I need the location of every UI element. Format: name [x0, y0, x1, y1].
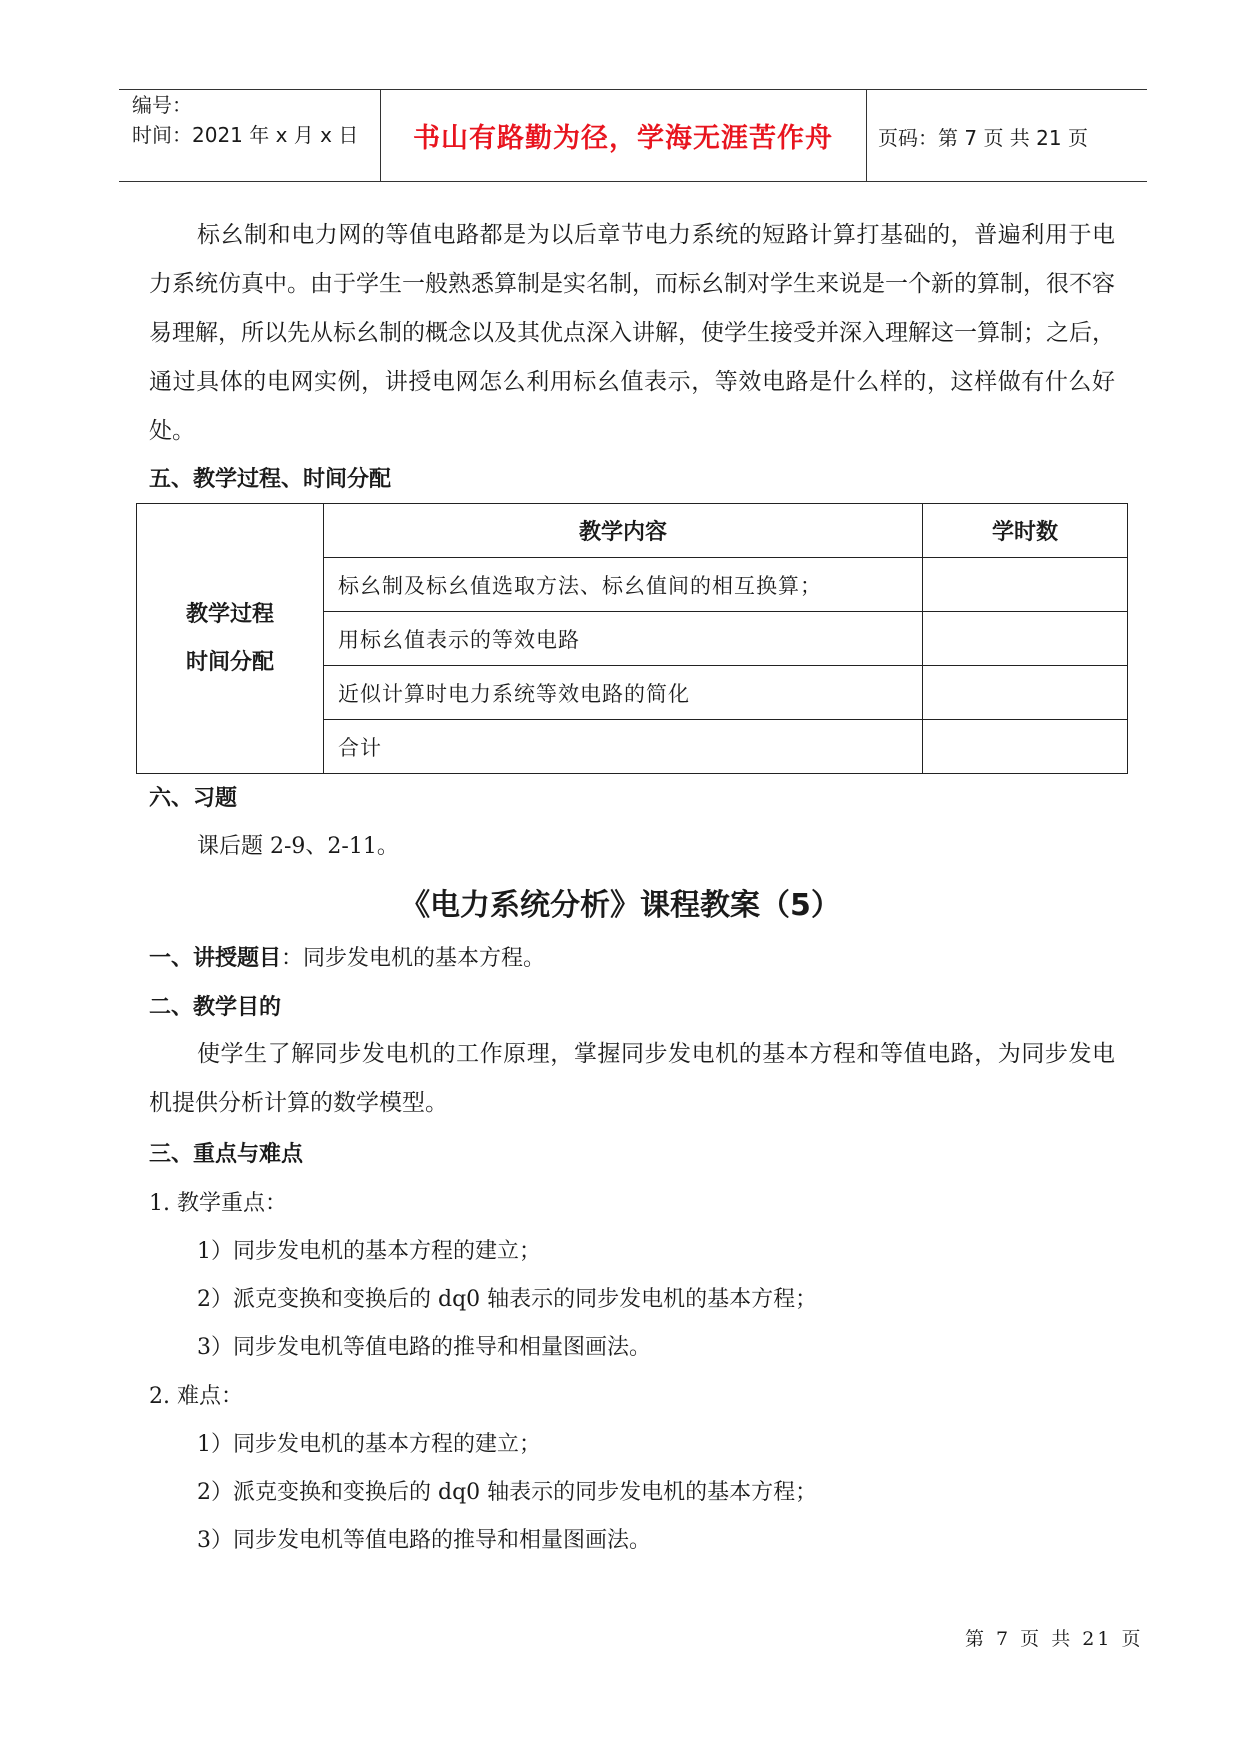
topic-label: 一、讲授题目	[149, 946, 282, 971]
key-points-label: 1. 教学重点：	[149, 1191, 287, 1216]
row-header-line-1: 教学过程	[185, 601, 274, 627]
table-cell-hours	[923, 558, 1128, 612]
difficulty-item: 2）派克变换和变换后的 dq0 轴表示的同步发电机的基本方程；	[197, 1480, 818, 1505]
intro-paragraph: 标幺制和电力网的等值电路都是为以后章节电力系统的短路计算打基础的，普遍利用于电力系统仿真中。由于学生一般熟悉算制是实名制，而标幺制对学生来说是一个新的算制，很不容易理解，所以先从标幺制的概念以及其优点深入讲解，使学生接受并深入理解这一算制；之后，通过具体的电网实例，讲授电网怎么利用标幺值表示，等效电路是什么样的，这样做有什么好处。	[149, 222, 1115, 444]
section-6-heading: 六、习题	[149, 786, 238, 811]
header-meta	[132, 90, 358, 150]
difficulties-label: 2. 难点：	[149, 1384, 243, 1409]
row-header-line-2: 时间分配	[185, 649, 274, 675]
table-cell-content: 用标幺值表示的等效电路	[324, 612, 923, 666]
header-divider-right	[866, 89, 867, 182]
table-cell-content: 合计	[324, 720, 923, 774]
topic-value: ：同步发电机的基本方程。	[281, 946, 546, 971]
table-cell-hours	[923, 720, 1128, 774]
page-footer: 第 7 页 共 21 页	[965, 1628, 1144, 1650]
section-2-heading: 二、教学目的	[149, 995, 282, 1020]
key-point-item: 3）同步发电机等值电路的推导和相量图画法。	[197, 1335, 651, 1360]
header-motto: 书山有路勤为径，学海无涯苦作舟	[413, 123, 833, 154]
topic-line	[149, 941, 545, 972]
purpose-paragraph: 使学生了解同步发电机的工作原理，掌握同步发电机的基本方程和等值电路，为同步发电机提供分析计算的数学模型。	[149, 1041, 1115, 1116]
difficulty-item: 3）同步发电机等值电路的推导和相量图画法。	[197, 1528, 651, 1553]
key-point-item: 1）同步发电机的基本方程的建立；	[197, 1239, 541, 1264]
table-header-row	[137, 504, 1128, 558]
difficulty-item: 1）同步发电机的基本方程的建立；	[197, 1432, 541, 1457]
table-row-header	[137, 504, 324, 774]
header-page-number: 页码：第 7 页 共 21 页	[878, 126, 1088, 150]
key-point-item: 2）派克变换和变换后的 dq0 轴表示的同步发电机的基本方程；	[197, 1287, 818, 1312]
table-cell-content: 近似计算时电力系统等效电路的简化	[324, 666, 923, 720]
section-5-heading: 五、教学过程、时间分配	[149, 467, 392, 492]
homework-text: 课后题 2-9、2-11。	[197, 834, 399, 859]
column-header-content: 教学内容	[324, 504, 923, 558]
header-number: 编号：	[132, 93, 192, 117]
header-bottom-rule	[119, 181, 1147, 182]
section-3-heading: 三、重点与难点	[149, 1142, 304, 1167]
teaching-schedule-table	[136, 503, 1128, 774]
course-plan-title: 《电力系统分析》课程教案（5）	[400, 888, 841, 923]
column-header-hours: 学时数	[923, 504, 1128, 558]
header-time: 时间：2021 年 x 月 x 日	[132, 123, 359, 147]
table-cell-content: 标幺制及标幺值选取方法、标幺值间的相互换算；	[324, 558, 923, 612]
table-cell-hours	[923, 612, 1128, 666]
table-cell-hours	[923, 666, 1128, 720]
